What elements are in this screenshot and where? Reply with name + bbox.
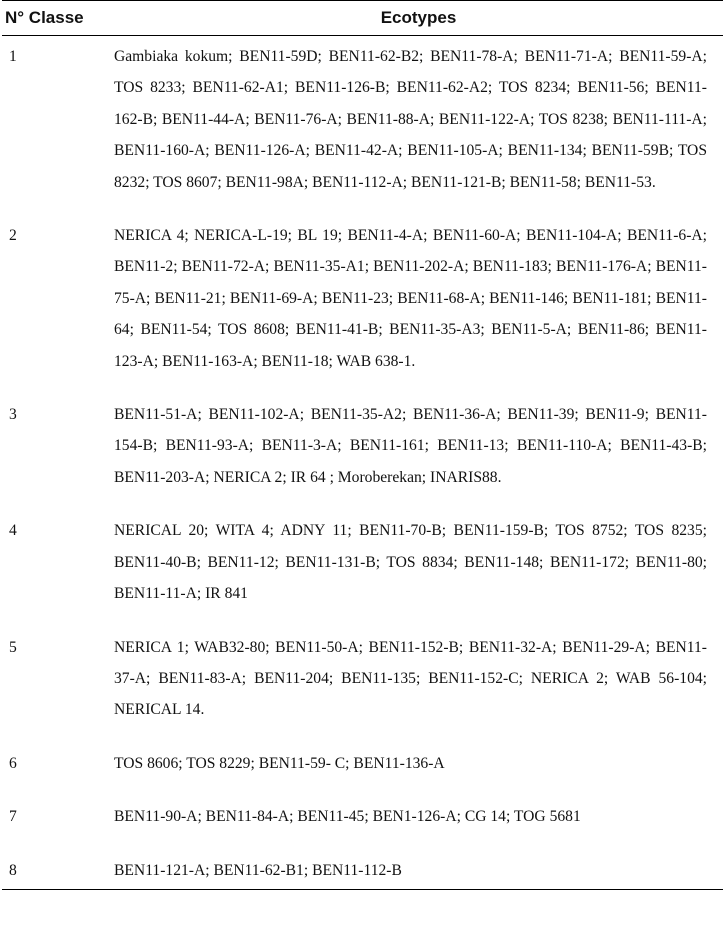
table-row bbox=[2, 510, 723, 626]
class-number: 8 bbox=[2, 850, 114, 890]
ecotype-list: NERICA 1; WAB32-80; BEN11-50-A; BEN11-152-B; BEN11-32-A; BEN11-29-A; BEN11-37-A; BEN11-83-A; BEN11-204; BEN11-135; BEN11-152-C; NERICA 2; WAB 56-104; NERICAL 14. bbox=[114, 638, 707, 719]
table-row bbox=[2, 850, 723, 890]
ecotype-list: TOS 8606; TOS 8229; BEN11-59- C; BEN11-136-A bbox=[114, 754, 445, 772]
column-header-classe: N° Classe bbox=[2, 1, 114, 36]
table-row bbox=[2, 796, 723, 849]
column-header-ecotypes: Ecotypes bbox=[114, 1, 723, 36]
table-row bbox=[2, 743, 723, 796]
ecotype-class-table bbox=[2, 0, 723, 890]
ecotype-list: Gambiaka kokum; BEN11-59D; BEN11-62-B2; BEN11-78-A; BEN11-71-A; BEN11-59-A; TOS 8233; BEN11-62-A1; BEN11-126-B; BEN11-62-A2; TOS 8234; BEN11-56; BEN11-162-B; BEN11-44-A; BEN11-76-A; BEN11-88-A; BEN11-122-A; TOS 8238; BEN11-111-A; BEN11-160-A; BEN11-126-A; BEN11-42-A; BEN11-105-A; BEN11-134; BEN11-59B; TOS 8232; TOS 8607; BEN11-98A; BEN11-112-A; BEN11-121-B; BEN11-58; BEN11-53. bbox=[114, 48, 707, 191]
table-row bbox=[2, 394, 723, 510]
ecotype-list: BEN11-51-A; BEN11-102-A; BEN11-35-A2; BEN11-36-A; BEN11-39; BEN11-9; BEN11-154-B; BEN11-93-A; BEN11-3-A; BEN11-161; BEN11-13; BEN11-110-A; BEN11-43-B; BEN11-203-A; NERICA 2; IR 64 ; Moroberekan; INARIS88. bbox=[114, 406, 707, 486]
table-header-row bbox=[2, 1, 723, 36]
ecotype-list: BEN11-121-A; BEN11-62-B1; BEN11-112-B bbox=[114, 850, 723, 890]
class-number: 1 bbox=[9, 48, 17, 65]
class-number: 6 bbox=[9, 754, 17, 772]
class-number: 7 bbox=[9, 808, 17, 826]
table-row bbox=[2, 36, 723, 216]
class-number: 3 bbox=[9, 406, 17, 424]
ecotype-list: NERICAL 20; WITA 4; ADNY 11; BEN11-70-B; BEN11-159-B; TOS 8752; TOS 8235; BEN11-40-B; BEN11-12; BEN11-131-B; TOS 8834; BEN11-148; BEN11-172; BEN11-80; BEN11-11-A; IR 841 bbox=[114, 522, 707, 603]
ecotype-list: NERICA 4; NERICA-L-19; BL 19; BEN11-4-A; BEN11-60-A; BEN11-104-A; BEN11-6-A; BEN11-2; BEN11-72-A; BEN11-35-A1; BEN11-202-A; BEN11-183; BEN11-176-A; BEN11-75-A; BEN11-21; BEN11-69-A; BEN11-23; BEN11-68-A; BEN11-146; BEN11-181; BEN11-64; BEN11-54; TOS 8608; BEN11-41-B; BEN11-35-A3; BEN11-5-A; BEN11-86; BEN11-123-A; BEN11-163-A; BEN11-18; WAB 638-1. bbox=[114, 227, 707, 370]
table-row bbox=[2, 215, 723, 394]
table-row bbox=[2, 627, 723, 743]
class-number: 4 bbox=[9, 522, 17, 540]
ecotype-list: BEN11-90-A; BEN11-84-A; BEN11-45; BEN1-126-A; CG 14; TOG 5681 bbox=[114, 808, 581, 826]
class-number: 2 bbox=[9, 227, 17, 245]
class-number: 5 bbox=[9, 638, 17, 656]
